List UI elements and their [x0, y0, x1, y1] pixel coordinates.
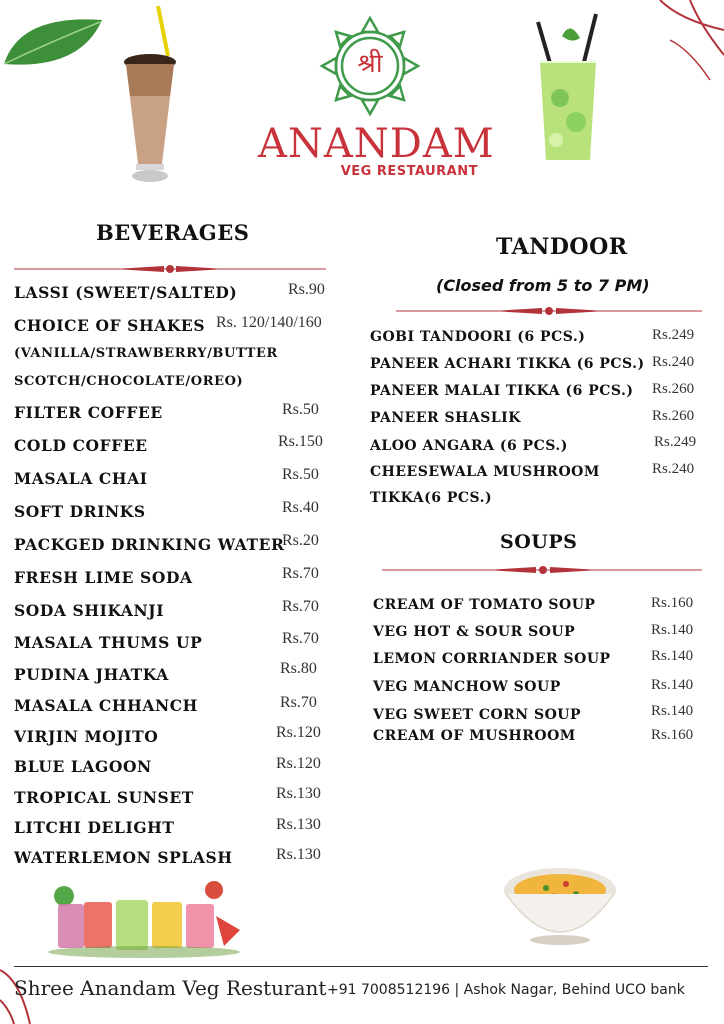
menu-item-price: Rs.240 [652, 461, 695, 477]
menu-item-price: Rs.240 [652, 354, 695, 370]
menu-item-name: PANEER ACHARI TIKKA (6 PCS.) [370, 356, 645, 372]
menu-item-price: Rs.70 [282, 598, 319, 615]
menu-item-name: ALOO ANGARA (6 PCS.) [370, 438, 568, 454]
menu-item-price: Rs.140 [651, 703, 694, 719]
menu-item-name: SODA SHIKANJI [14, 601, 165, 620]
menu-item-price: Rs.140 [651, 648, 694, 664]
tandoor-heading: TANDOOR [496, 234, 628, 260]
logo-glyph: श्री [357, 49, 383, 79]
beverages-heading: BEVERAGES [96, 220, 250, 245]
soups-heading: SOUPS [500, 531, 578, 553]
menu-item-price: Rs.249 [654, 434, 697, 450]
menu-item-price: Rs.20 [282, 532, 319, 549]
menu-item-name: VIRJIN MOJITO [14, 727, 159, 746]
menu-item-price: Rs.40 [282, 499, 319, 516]
menu-item-name: PACKGED DRINKING WATER [14, 535, 285, 554]
menu-item-name: PANEER MALAI TIKKA (6 PCS.) [370, 383, 634, 399]
soups-divider [382, 565, 702, 575]
menu-item-price: Rs.150 [278, 433, 323, 450]
menu-item-note: SCOTCH/CHOCOLATE/OREO) [14, 374, 244, 389]
corner-swirl-top-right [640, 0, 724, 100]
menu-item-name: WATERLEMON SPLASH [14, 848, 233, 867]
menu-item-price: Rs.50 [282, 466, 319, 483]
brand-name: ANANDAM [258, 121, 495, 167]
menu-item-name: BLUE LAGOON [14, 757, 152, 776]
menu-item-name: COLD COFFEE [14, 436, 148, 455]
menu-item-price: Rs.260 [652, 408, 695, 424]
menu-item-price: Rs.140 [651, 622, 694, 638]
menu-item-name: FILTER COFFEE [14, 403, 163, 422]
menu-item-name: GOBI TANDOORI (6 PCS.) [370, 329, 586, 345]
menu-item-name: VEG HOT & SOUR SOUP [373, 624, 576, 640]
menu-item-price: Rs.130 [276, 816, 321, 833]
mocktails-image [44, 880, 244, 960]
menu-item-note: (VANILLA/STRAWBERRY/BUTTER [14, 346, 278, 361]
menu-item-name: VEG SWEET CORN SOUP [373, 707, 582, 723]
menu-item-name: CREAM OF MUSHROOM [373, 728, 576, 744]
soup-bowl-image [500, 860, 620, 946]
menu-item-price: Rs.120 [276, 755, 321, 772]
menu-item-name: SOFT DRINKS [14, 502, 146, 521]
tandoor-hours-note: (Closed from 5 to 7 PM) [436, 276, 650, 295]
menu-item-name: CHOICE OF SHAKES [14, 316, 206, 335]
menu-item-price: Rs.80 [280, 660, 317, 677]
restaurant-logo [318, 14, 422, 118]
menu-item-name: CREAM OF TOMATO SOUP [373, 597, 596, 613]
footer-divider [14, 966, 708, 967]
menu-item-name: LITCHI DELIGHT [14, 818, 175, 837]
menu-item-name: PANEER SHASLIK [370, 410, 521, 426]
tandoor-divider [396, 306, 702, 316]
menu-item-name: MASALA CHAI [14, 469, 148, 488]
menu-item-price: Rs.160 [651, 595, 694, 611]
menu-item-price: Rs.140 [651, 677, 694, 693]
menu-item-name: MASALA CHHANCH [14, 696, 198, 715]
menu-item-price: Rs.260 [652, 381, 695, 397]
menu-item-name: FRESH LIME SODA [14, 568, 193, 587]
menu-item-name: MASALA THUMS UP [14, 633, 203, 652]
brand-subtitle: VEG RESTAURANT [340, 164, 478, 179]
menu-item-name: LASSI (SWEET/SALTED) [14, 283, 238, 302]
menu-item-name: TROPICAL SUNSET [14, 788, 194, 807]
menu-item-price: Rs.160 [651, 727, 694, 743]
menu-item-price: Rs.50 [282, 401, 319, 418]
leaf-image [0, 8, 106, 72]
menu-item-price: Rs.90 [288, 281, 325, 298]
menu-item-price: Rs.130 [276, 785, 321, 802]
mojito-image [526, 10, 606, 170]
beverages-divider [14, 264, 326, 274]
menu-item-name: LEMON CORRIANDER SOUP [373, 651, 611, 667]
footer-contact-info: +91 7008512196 | Ashok Nagar, Behind UCO bank [327, 982, 685, 998]
menu-item-name: TIKKA(6 PCS.) [370, 490, 493, 506]
menu-item-name: VEG MANCHOW SOUP [373, 679, 561, 695]
menu-item-price: Rs.120 [276, 724, 321, 741]
cold-coffee-image [118, 6, 184, 184]
menu-item-price: Rs.249 [652, 327, 695, 343]
menu-item-price: Rs.70 [280, 694, 317, 711]
menu-item-name: PUDINA JHATKA [14, 665, 169, 684]
menu-item-price: Rs. 120/140/160 [216, 314, 322, 331]
footer-restaurant-name: Shree Anandam Veg Resturant [14, 976, 327, 1000]
menu-item-name: CHEESEWALA MUSHROOM [370, 464, 600, 480]
menu-item-price: Rs.70 [282, 565, 319, 582]
menu-item-price: Rs.70 [282, 630, 319, 647]
menu-item-price: Rs.130 [276, 846, 321, 863]
